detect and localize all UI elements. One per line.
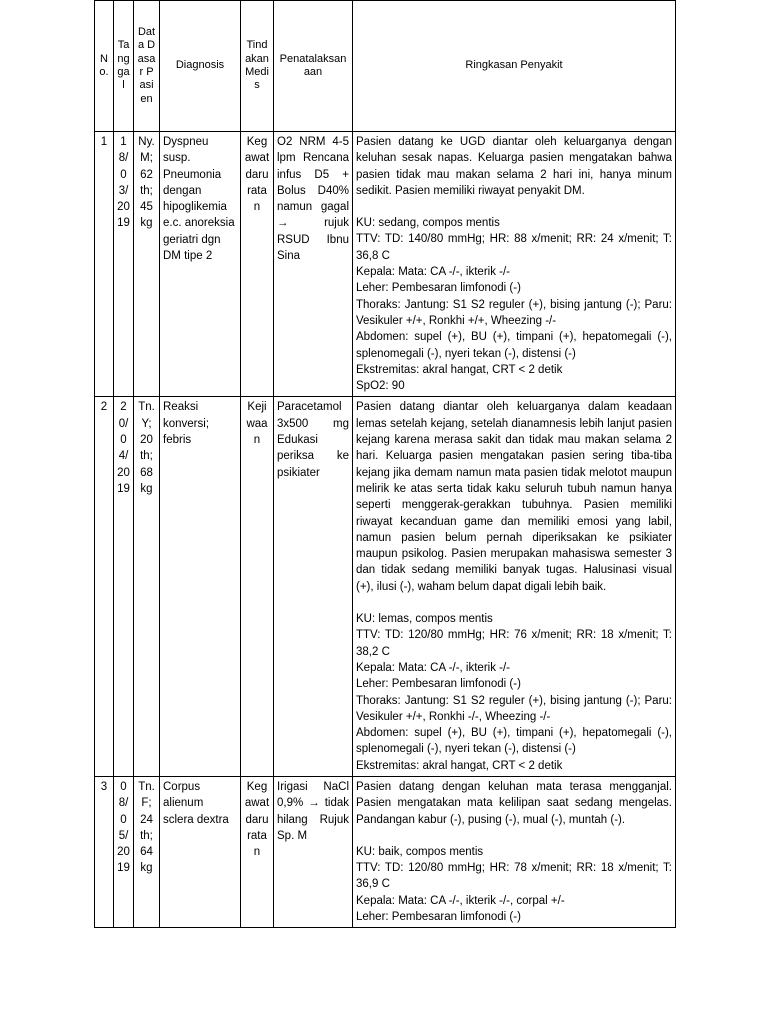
- summary-spo2: SpO2: 90: [356, 380, 405, 393]
- summary-thoraks: Thoraks: Jantung: S1 S2 reguler (+), bising jantung (-); Paru: Vesikuler +/+, Ronkhi +/+, Wheezing -/-: [356, 298, 672, 327]
- table-row: [95, 132, 676, 397]
- header-ringkasan: Ringkasan Penyakit: [353, 1, 676, 132]
- summary-kepala: Kepala: Mata: CA -/-, ikterik -/-: [356, 661, 511, 674]
- summary-ttv: TTV: TD: 120/80 mmHg; HR: 76 x/menit; RR: 18 x/menit; T: 38,2 C: [356, 629, 672, 658]
- summary-thoraks: Thoraks: Jantung: S1 S2 reguler (+), bising jantung (-); Paru: Vesikuler +/+, Ronkhi -/-, Wheezing -/-: [356, 694, 672, 723]
- row-number: 1: [95, 132, 114, 397]
- summary-ttv: TTV: TD: 120/80 mmHg; HR: 78 x/menit; RR: 18 x/menit; T: 36,9 C: [356, 862, 672, 891]
- row-penatalaksanaan: Paracetamol 3x500 mg Edukasi periksa ke psikiater: [274, 397, 353, 777]
- medical-records-table: [94, 0, 676, 928]
- summary-abdomen: Abdomen: supel (+), BU (+), timpani (+), hepatomegali (-), splenomegali (-), nyeri tekan (-), distensi (-): [356, 727, 672, 756]
- row-diagnosis: Reaksi konversi; febris: [160, 397, 241, 777]
- summary-leher: Leher: Pembesaran limfonodi (-): [356, 678, 521, 691]
- summary-kepala: Kepala: Mata: CA -/-, ikterik -/-, corpal +/-: [356, 894, 565, 907]
- summary-kepala: Kepala: Mata: CA -/-, ikterik -/-: [356, 266, 511, 279]
- row-patient-data: Ny. M; 62 th; 45 kg: [134, 132, 160, 397]
- row-summary: [353, 776, 676, 927]
- summary-ku: KU: baik, compos mentis: [356, 845, 484, 858]
- row-patient-data: Tn. F; 24 th; 64 kg: [134, 776, 160, 927]
- summary-leher: Leher: Pembesaran limfonodi (-): [356, 911, 521, 924]
- summary-ttv: TTV: TD: 140/80 mmHg; HR: 88 x/menit; RR: 24 x/menit; T: 36,8 C: [356, 233, 672, 262]
- row-patient-data: Tn. Y; 20 th; 68 kg: [134, 397, 160, 777]
- summary-ekstremitas: Ekstremitas: akral hangat, CRT < 2 detik: [356, 759, 563, 772]
- row-date: 08/05/2019: [114, 776, 134, 927]
- header-diagnosis: Diagnosis: [160, 1, 241, 132]
- row-summary: [353, 397, 676, 777]
- row-tindakan: Kejiwaan: [241, 397, 274, 777]
- header-tanggal: Tanggal: [114, 1, 134, 132]
- summary-anamnesis: Pasien datang ke UGD diantar oleh keluarganya dengan keluhan sesak napas. Keluarga pasien mengatakan bahwa pasien tidak mau makan selama 2 hari ini, hanya minum sedikit. Pasien memiliki riwayat penyakit DM.: [356, 136, 672, 197]
- summary-ekstremitas: Ekstremitas: akral hangat, CRT < 2 detik: [356, 363, 563, 376]
- summary-ku: KU: sedang, compos mentis: [356, 217, 500, 230]
- row-tindakan: Kegawatdaruratan: [241, 776, 274, 927]
- row-summary: [353, 132, 676, 397]
- row-penatalaksanaan: Irigasi NaCl 0,9% → tidak hilang Rujuk Sp. M: [274, 776, 353, 927]
- table-row: [95, 776, 676, 927]
- row-date: 20/04/2019: [114, 397, 134, 777]
- row-tindakan: Kegawatdaruratan: [241, 132, 274, 397]
- row-diagnosis: Corpus alienum sclera dextra: [160, 776, 241, 927]
- header-row: [95, 1, 676, 132]
- header-tindakan: Tindakan Medis: [241, 1, 274, 132]
- row-diagnosis: Dyspneu susp. Pneumonia dengan hipoglikemia e.c. anoreksia geriatri dgn DM tipe 2: [160, 132, 241, 397]
- table-row: [95, 397, 676, 777]
- summary-abdomen: Abdomen: supel (+), BU (+), timpani (+), hepatomegali (-), splenomegali (-), nyeri tekan (-), distensi (-): [356, 331, 672, 360]
- summary-ku: KU: lemas, compos mentis: [356, 613, 493, 626]
- header-data-dasar: Data Dasar Pasien: [134, 1, 160, 132]
- row-number: 3: [95, 776, 114, 927]
- row-penatalaksanaan: O2 NRM 4-5 lpm Rencana infus D5 + Bolus D40% namun gagal → rujuk RSUD Ibnu Sina: [274, 132, 353, 397]
- header-no: No.: [95, 1, 114, 132]
- row-date: 18/03/2019: [114, 132, 134, 397]
- summary-leher: Leher: Pembesaran limfonodi (-): [356, 282, 521, 295]
- header-penatalaksanaan: Penatalaksanaan: [274, 1, 353, 132]
- row-number: 2: [95, 397, 114, 777]
- summary-anamnesis: Pasien datang dengan keluhan mata terasa mengganjal. Pasien mengatakan mata kelilipan saat sedang mengelas. Pandangan kabur (-), pusing (-), mual (-), muntah (-).: [356, 780, 672, 826]
- summary-anamnesis: Pasien datang diantar oleh keluarganya dalam keadaan lemas setelah kejang, setelah dianamnesis lebih lanjut pasien kejang karena merasa sakit dan tidak mau makan selama 2 hari. Keluarga pasien mengatakan pasien sering tiba-tiba kejang jika demam namun mata pasien tidak melotot maupun melirik ke atas serta tidak kaku seluruh tubuh namun hanya seperti menggerak-gerakkan tubuhnya. Pasien memiliki riwayat kecanduan game dan memiliki emosi yang labil, namun pasien belum pernah diperiksakan ke psikiater maupun psikolog. Pasien merupakan mahasiswa semester 3 dan tidak sedang memiliki banyak tugas. Halusinasi visual (+), ilusi (-), waham belum dapat digali lebih baik.: [356, 401, 672, 593]
